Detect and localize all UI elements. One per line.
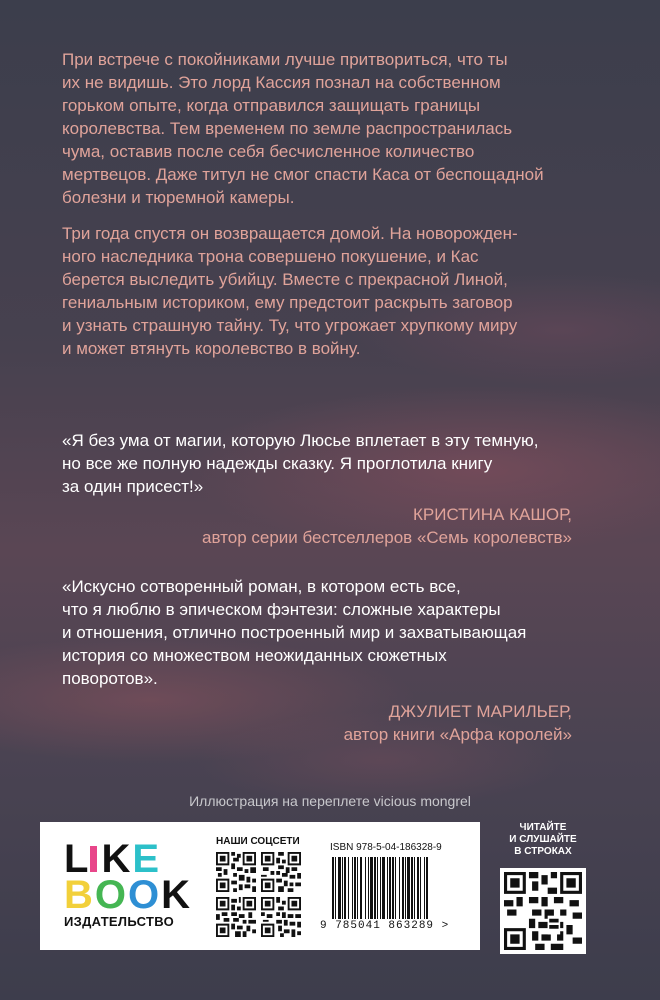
barcode-icon <box>332 857 462 919</box>
social-qr-code-3 <box>216 897 256 937</box>
logo-letter: E <box>132 837 160 881</box>
social-label: НАШИ СОЦСЕТИ <box>216 836 300 847</box>
review-attribution-1 <box>202 503 572 549</box>
logo-letter: O <box>128 873 160 917</box>
blurb <box>62 48 582 360</box>
read-label-line-1: ЧИТАЙТЕ <box>519 822 567 833</box>
logo-letter: B <box>64 873 93 917</box>
review-author-1: КРИСТИНА КАШОР, <box>412 505 572 524</box>
logo-subtitle: ИЗДАТЕЛЬСТВО <box>64 914 175 929</box>
blurb-paragraph-1: При встрече с покойниками лучше притвориться, что ты их не видишь. Это лорд Кассия познал на собственном горьком опыте, когда отправился защищать границы королевства. Тем временем по земле распространилась чума, оставив после себя бесчисленное количество мертвецов. Даже титул не смог спасти Каса от беспощадной болезни и тюремной камеры. <box>62 50 544 207</box>
social-qr-code-2 <box>261 852 301 892</box>
isbn-digits: 9 785041 863289 > <box>320 920 450 932</box>
qr-code-icon <box>216 897 256 937</box>
review-credit-2: автор книги «Арфа королей» <box>343 725 572 744</box>
read-label-line-3: В СТРОКАХ <box>514 846 572 857</box>
social-qr-code-4 <box>261 897 301 937</box>
blurb-paragraph-2: Три года спустя он возвращается домой. На новорожден- ного наследника трона совершено покушение, и Кас берется выследить убийцу. Вместе с прекрасной Линой, гениальным историком, ему предстоит раскрыть заговор и узнать страшную тайну. Ту, что угрожает хрупкому миру и может втянуть королевство в войну. <box>62 224 518 358</box>
review-quote-1: «Я без ума от магии, которую Люсье вплетает в эту темную, но все же полную надежды сказку. Я проглотила книгу за один присест!» <box>62 431 539 496</box>
logo-letter: K <box>101 837 131 881</box>
review-author-2: ДЖУЛИЕТ МАРИЛЬЕР, <box>388 702 572 721</box>
review-quote-2: «Искусно сотворенный роман, в котором есть все, что я люблю в эпическом фэнтези: сложные характеры и отношения, отлично построенный мир и захватывающая история со множеством неожиданных сюжетных поворотов». <box>62 577 527 688</box>
logo-row-bottom <box>64 873 192 917</box>
qr-code-icon <box>504 872 582 950</box>
barcode <box>332 857 462 924</box>
logo-pink-bar <box>90 846 97 872</box>
read-listen-block <box>496 822 590 954</box>
logo-letter: K <box>161 873 191 917</box>
logo-letter: L <box>64 837 89 881</box>
qr-code-icon <box>216 852 256 892</box>
read-label-line-2: И СЛУШАЙТЕ <box>509 834 577 845</box>
isbn-label: ISBN 978-5-04-186328-9 <box>330 842 442 853</box>
info-panel <box>40 822 480 950</box>
qr-code-icon <box>261 852 301 892</box>
illustration-credit: Иллюстрация на переплете vicious mongrel <box>189 793 471 809</box>
review-attribution-2 <box>344 700 572 746</box>
logo-row-top <box>64 837 192 881</box>
social-qr-code-1 <box>216 852 256 892</box>
qr-code-icon <box>261 897 301 937</box>
review-credit-1: автор серии бестселлеров «Семь королевств» <box>202 528 572 547</box>
logo-letter: O <box>94 873 127 917</box>
read-qr-code <box>500 868 586 954</box>
publisher-logo <box>64 837 192 929</box>
